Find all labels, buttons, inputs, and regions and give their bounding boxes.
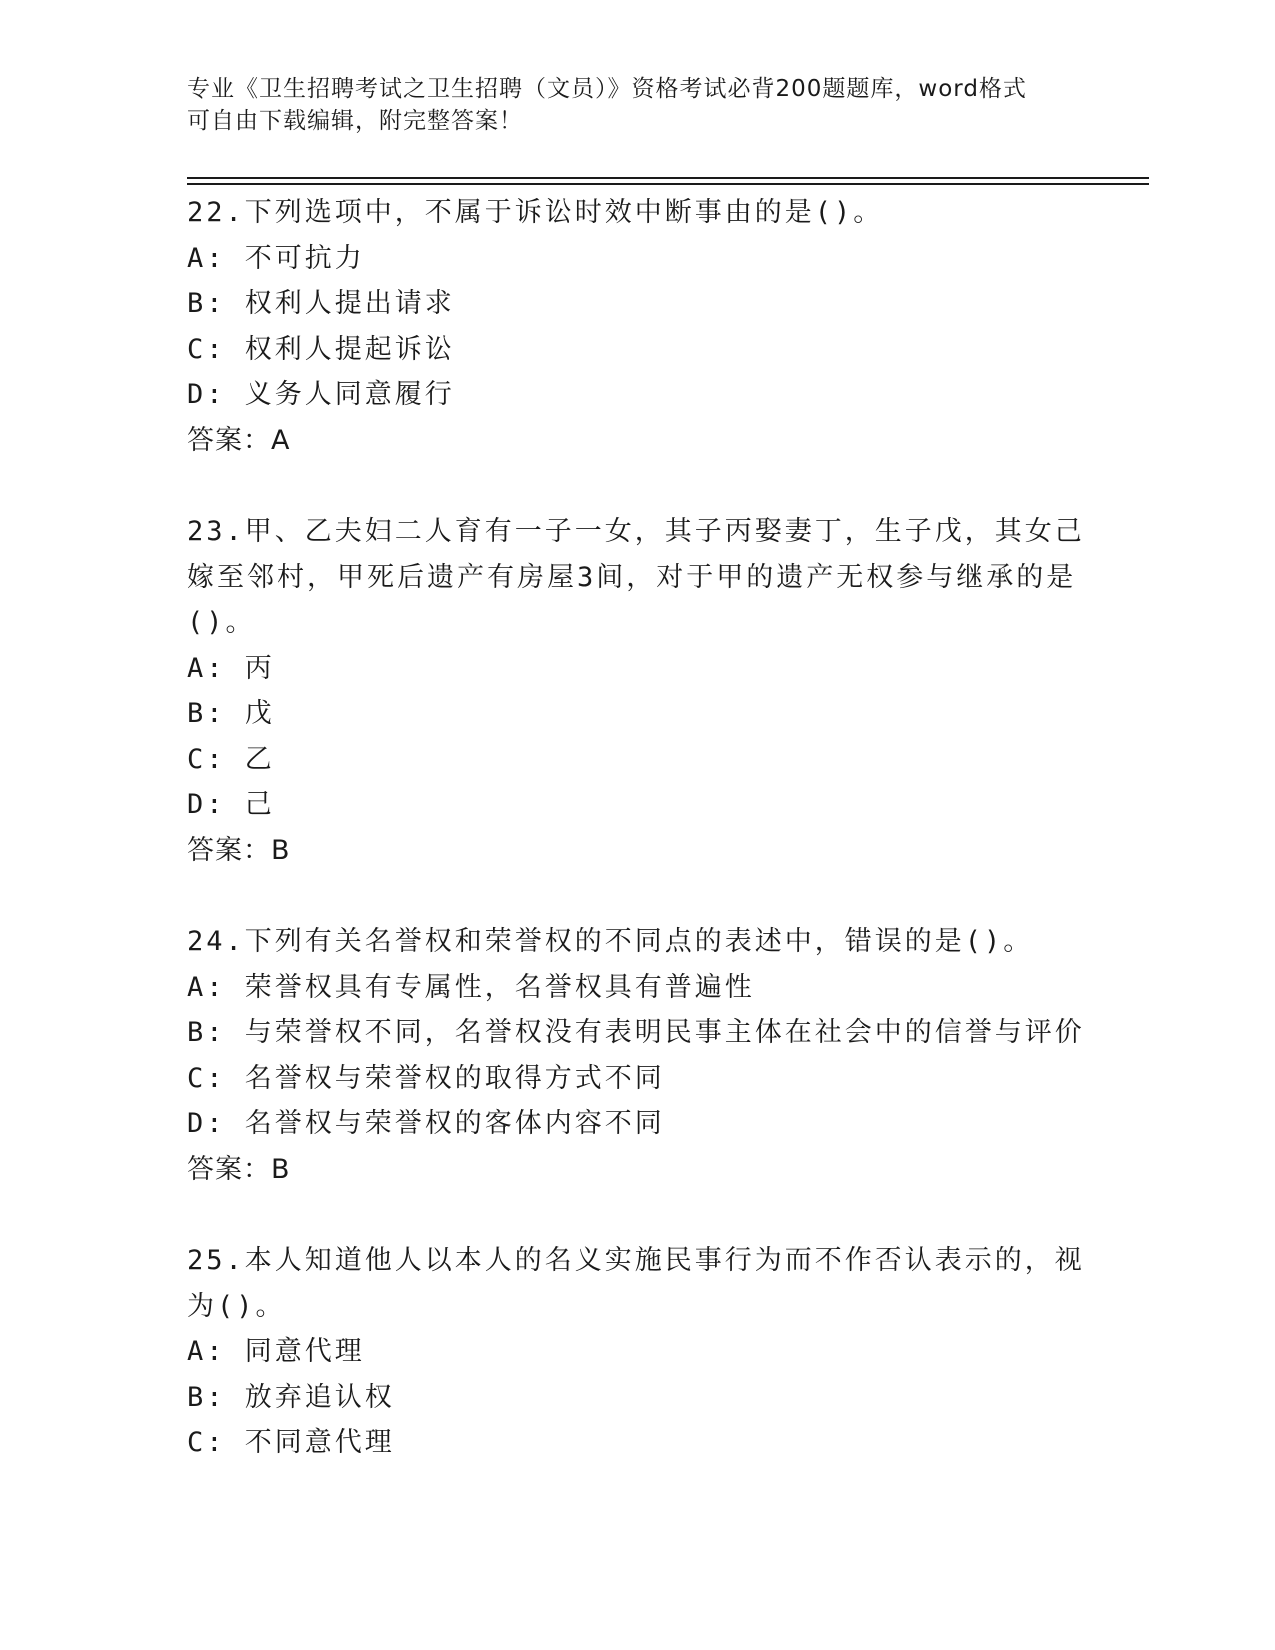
question-list: [187, 190, 1087, 1512]
question-stem: 22.下列选项中，不属于诉讼时效中断事由的是()。: [187, 197, 884, 228]
question-24: [187, 919, 1087, 1192]
option-b: B: 权利人提出请求: [187, 288, 455, 319]
option-b: B: 戊: [187, 698, 275, 729]
option-c: C: 名誉权与荣誉权的取得方式不同: [187, 1062, 665, 1094]
option-d: D: 己: [187, 789, 275, 820]
question-stem: 23.甲、乙夫妇二人育有一子一女，其子丙娶妻丁，生子戊，其女己嫁至邻村，甲死后遗产有房屋3间，对于甲的遗产无权参与继承的是()。: [187, 516, 1085, 638]
option-d: D: 义务人同意履行: [187, 379, 455, 410]
header-line-2: 可自由下载编辑，附完整答案！: [187, 108, 523, 134]
header-line-1: 专业《卫生招聘考试之卫生招聘（文员）》资格考试必背200题题库，word格式: [187, 76, 1027, 102]
document-header: [187, 73, 1087, 137]
option-b: B: 放弃追认权: [187, 1381, 395, 1413]
answer-label: 答案：B: [187, 1153, 291, 1185]
question-22: [187, 190, 1087, 463]
option-a: A: 同意代理: [187, 1336, 365, 1367]
question-stem: 24.下列有关名誉权和荣誉权的不同点的表述中，错误的是()。: [187, 926, 1034, 957]
option-d: D: 名誉权与荣誉权的客体内容不同: [187, 1108, 665, 1139]
option-b: B: 与荣誉权不同，名誉权没有表明民事主体在社会中的信誉与评价: [187, 1017, 1085, 1048]
question-25: [187, 1238, 1087, 1466]
header-rule-top: [187, 177, 1149, 179]
option-c: C: 不同意代理: [187, 1427, 395, 1458]
option-a: A: 不可抗力: [187, 242, 365, 274]
option-a: A: 丙: [187, 652, 275, 684]
option-a: A: 荣誉权具有专属性，名誉权具有普遍性: [187, 971, 755, 1003]
answer-label: 答案：A: [187, 424, 291, 456]
question-stem: 25.本人知道他人以本人的名义实施民事行为而不作否认表示的，视为()。: [187, 1245, 1085, 1322]
header-rule-bottom: [187, 183, 1149, 185]
option-c: C: 权利人提起诉讼: [187, 333, 455, 365]
question-23: [187, 509, 1087, 873]
answer-label: 答案：B: [187, 834, 291, 866]
option-c: C: 乙: [187, 743, 275, 775]
